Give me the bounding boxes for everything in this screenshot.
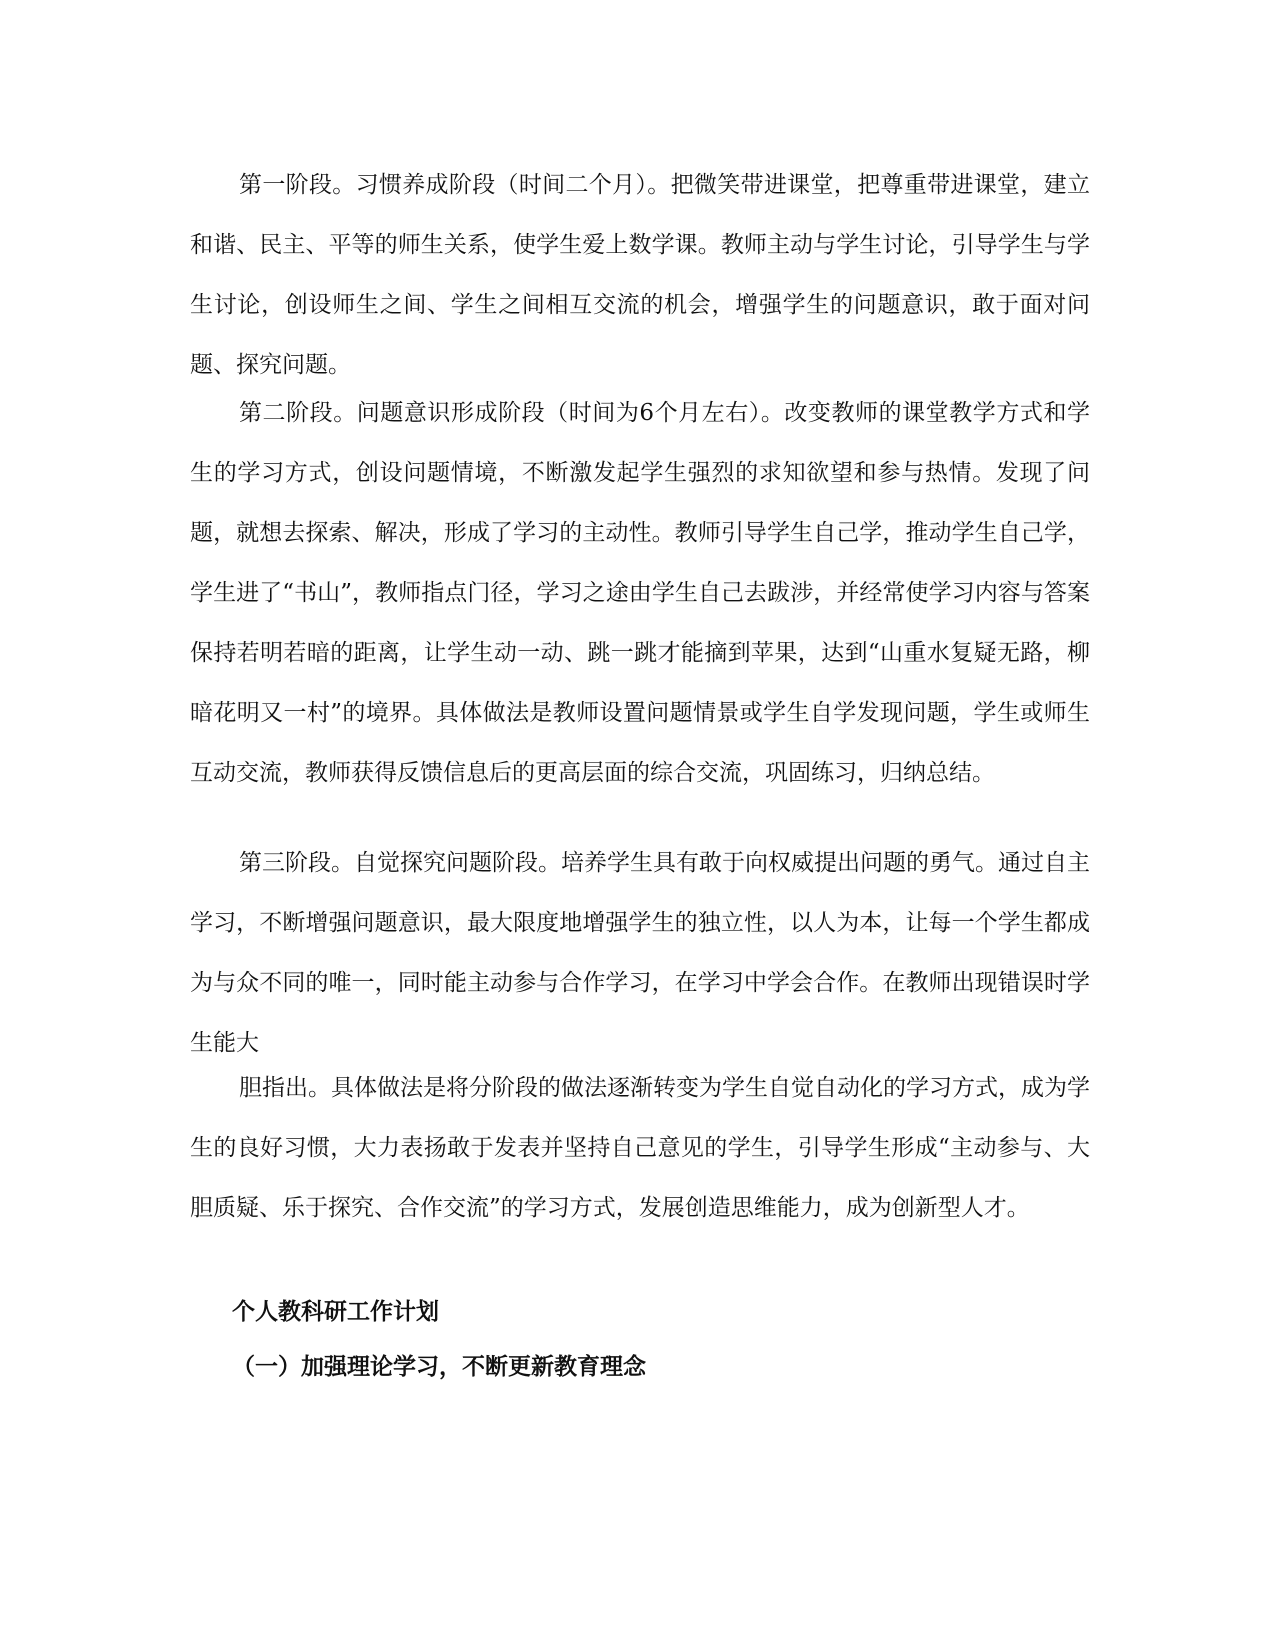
paragraph-stage-two: 第二阶段。问题意识形成阶段（时间为6个月左右）。改变教师的课堂教学方式和学生的学习方式，创设问题情境，不断激发起学生强烈的求知欲望和参与热情。发现了问题，就想去探索、解决，形成了学习的主动性。教师引导学生自己学，推动学生自己学，学生进了“书山”，教师指点门径，学习之途由学生自己去跋涉，并经常使学习内容与答案保持若明若暗的距离，让学生动一动、跳一跳才能摘到苹果，达到“山重水复疑无路，柳暗花明又一村”的境界。具体做法是教师设置问题情景或学生自学发现问题，学生或师生互动交流，教师获得反馈信息后的更高层面的综合交流，巩固练习，归纳总结。 (190, 400, 1090, 786)
subsection-heading: （一）加强理论学习，不断更新教育理念 (232, 1354, 646, 1380)
paragraph-stage-one: 第一阶段。习惯养成阶段（时间二个月）。把微笑带进课堂，把尊重带进课堂，建立和谐、民主、平等的师生关系，使学生爱上数学课。教师主动与学生讨论，引导学生与学生讨论，创设师生之间、学生之间相互交流的机会，增强学生的问题意识，敢于面对问题、探究问题。 (190, 172, 1090, 378)
paragraph-stage-three-continued: 胆指出。具体做法是将分阶段的做法逐渐转变为学生自觉自动化的学习方式，成为学生的良好习惯，大力表扬敢于发表并坚持自己意见的学生，引导学生形成“主动参与、大胆质疑、乐于探究、合作交流”的学习方式，发展创造思维能力，成为创新型人才。 (190, 1075, 1090, 1221)
section-heading: 个人教科研工作计划 (232, 1299, 439, 1325)
paragraph-stage-three: 第三阶段。自觉探究问题阶段。培养学生具有敢于向权威提出问题的勇气。通过自主学习，不断增强问题意识，最大限度地增强学生的独立性，以人为本，让每一个学生都成为与众不同的唯一，同时能主动参与合作学习，在学习中学会合作。在教师出现错误时学生能大 (190, 850, 1090, 1056)
